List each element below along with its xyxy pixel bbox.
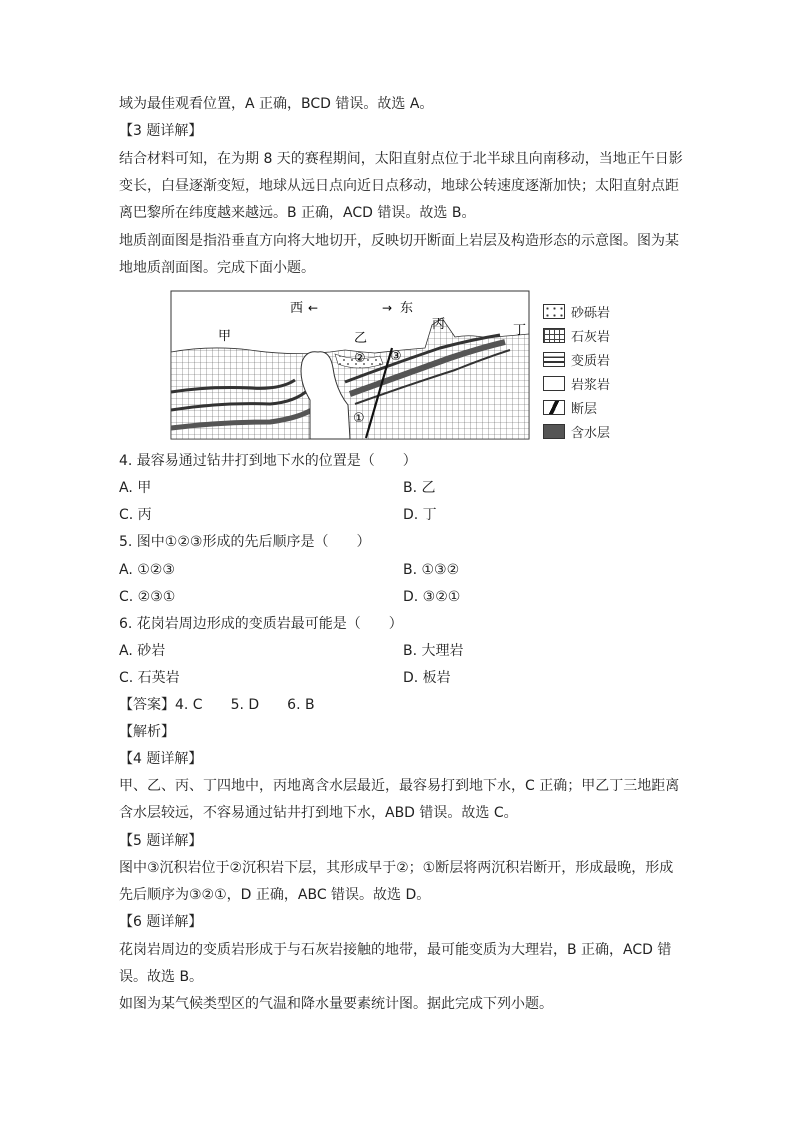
blank-swatch — [543, 376, 565, 391]
label-2: ② — [354, 351, 366, 366]
legend-item: 含水层 — [543, 422, 610, 440]
svg-text:→: → — [382, 301, 393, 315]
q6-option-d[interactable]: D. 板岩 — [403, 670, 451, 686]
text-line: 地地质剖面图。完成下面小题。 — [119, 260, 315, 276]
text-line: 域为最佳观看位置，A 正确，BCD 错误。故选 A。 — [119, 96, 434, 112]
dots-swatch — [543, 304, 565, 319]
east-label: 东 — [400, 301, 414, 316]
question-5-stem: 5. 图中①②③形成的先后顺序是（ ） — [119, 534, 371, 550]
label-ding: 丁 — [513, 323, 527, 338]
bands-swatch — [543, 352, 565, 367]
q4-option-b[interactable]: B. 乙 — [403, 480, 436, 496]
q6-option-c[interactable]: C. 石英岩 — [119, 670, 180, 686]
detail-5-heading: 【5 题详解】 — [119, 833, 203, 849]
text-line: 图中③沉积岩位于②沉积岩下层，其形成早于②；①断层将两沉积岩断开，形成最晚，形成 — [119, 860, 674, 876]
label-yi: 乙 — [354, 331, 368, 346]
legend-item: 砂砾岩 — [543, 302, 610, 320]
label-bing: 丙 — [432, 317, 446, 332]
answer-line: 【答案】4. C 5. D 6. B — [119, 697, 315, 713]
text-line: 变长，白昼逐渐变短，地球从远日点向近日点移动，地球公转速度逐渐加快；太阳直射点距 — [119, 178, 679, 194]
label-3: ③ — [390, 349, 402, 364]
q5-option-b[interactable]: B. ①③② — [403, 562, 460, 578]
text-line: 误。故选 B。 — [119, 969, 204, 985]
fault-swatch — [543, 400, 565, 415]
q6-option-a[interactable]: A. 砂岩 — [119, 643, 166, 659]
dark-swatch — [543, 424, 565, 439]
q5-option-d[interactable]: D. ③②① — [403, 589, 461, 605]
svg-text:←: ← — [308, 301, 319, 315]
question-4-stem: 4. 最容易通过钻井打到地下水的位置是（ ） — [119, 453, 417, 469]
legend-item: 变质岩 — [543, 350, 610, 368]
q4-option-d[interactable]: D. 丁 — [403, 507, 437, 523]
q5-option-c[interactable]: C. ②③① — [119, 589, 176, 605]
text-line: 先后顺序为③②①，D 正确，ABC 错误。故选 D。 — [119, 887, 431, 903]
detail-6-heading: 【6 题详解】 — [119, 914, 203, 930]
detail-4-heading: 【4 题详解】 — [119, 751, 203, 767]
text-line: 甲、乙、丙、丁四地中，丙地离含水层最近，最容易打到地下水，C 正确；甲乙丁三地距离 — [119, 778, 680, 794]
q6-option-b[interactable]: B. 大理岩 — [403, 643, 464, 659]
west-label: 西 — [290, 301, 304, 316]
legend-item: 断层 — [543, 398, 597, 416]
text-line: 如图为某气候类型区的气温和降水量要素统计图。据此完成下列小题。 — [119, 996, 553, 1012]
legend-item: 石灰岩 — [543, 326, 610, 344]
text-line: 结合材料可知，在为期 8 天的赛程期间，太阳直射点位于北半球且向南移动，当地正午日影 — [119, 151, 683, 167]
text-line: 含水层较远，不容易通过钻井打到地下水，ABD 错误。故选 C。 — [119, 805, 518, 821]
question-6-stem: 6. 花岗岩周边形成的变质岩最可能是（ ） — [119, 616, 403, 632]
q4-option-a[interactable]: A. 甲 — [119, 480, 152, 496]
label-1: ① — [353, 411, 365, 426]
text-line: 花岗岩周边的变质岩形成于与石灰岩接触的地带，最可能变质为大理岩，B 正确，ACD 错 — [119, 942, 672, 958]
text-line: 离巴黎所在纬度越来越远。B 正确，ACD 错误。故选 B。 — [119, 205, 476, 221]
grid-swatch — [543, 328, 565, 343]
q4-option-c[interactable]: C. 丙 — [119, 507, 152, 523]
label-jia: 甲 — [218, 329, 232, 344]
text-line: 地质剖面图是指沿垂直方向将大地切开，反映切开断面上岩层及构造形态的示意图。图为某 — [119, 233, 679, 249]
analysis-heading: 【解析】 — [119, 724, 175, 740]
section-heading: 【3 题详解】 — [119, 123, 203, 139]
geologic-section-diagram — [170, 290, 530, 440]
legend-item: 岩浆岩 — [543, 374, 610, 392]
q5-option-a[interactable]: A. ①②③ — [119, 562, 175, 578]
